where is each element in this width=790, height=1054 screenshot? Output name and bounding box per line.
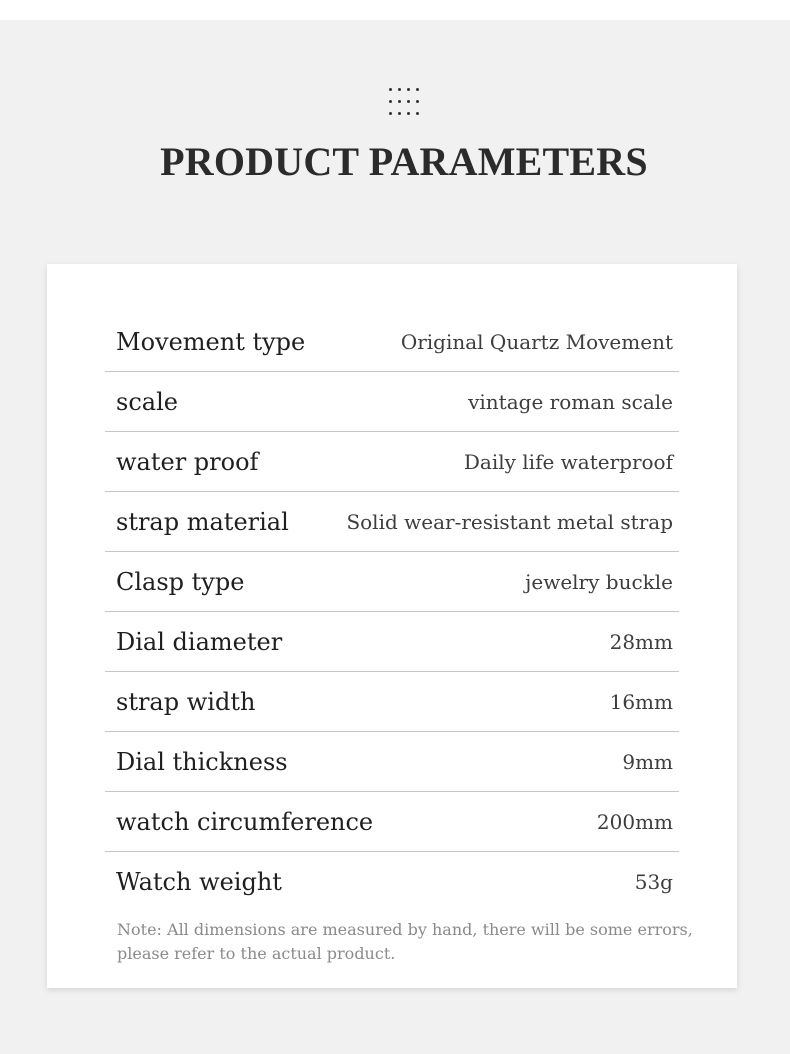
spec-value: Solid wear-resistant metal strap (346, 509, 673, 534)
parameters-card (47, 264, 737, 988)
spec-label: watch circumference (116, 807, 374, 836)
spec-row-water-proof (105, 432, 679, 492)
spec-row-watch-weight (105, 852, 679, 911)
spec-row-scale (105, 372, 679, 432)
dot (389, 88, 392, 91)
spec-row-dial-thickness (105, 732, 679, 792)
spec-label: strap width (116, 687, 256, 716)
dot (416, 88, 419, 91)
note-line: Note: All dimensions are measured by hand, there will be some errors, (117, 920, 693, 939)
spec-value: 200mm (596, 809, 673, 834)
dot (407, 100, 410, 103)
measurement-note (117, 918, 717, 966)
top-strip (0, 0, 790, 20)
spec-label: Dial thickness (116, 747, 288, 776)
spec-value: vintage roman scale (468, 389, 673, 414)
spec-row-clasp-type (105, 552, 679, 612)
dot-grid-icon (389, 88, 417, 118)
dot (416, 112, 419, 115)
note-line: please refer to the actual product. (117, 944, 396, 963)
spec-row-strap-width (105, 672, 679, 732)
dot (398, 88, 401, 91)
spec-label: Watch weight (116, 867, 282, 896)
dot (407, 88, 410, 91)
spec-row-strap-material (105, 492, 679, 552)
dot (389, 112, 392, 115)
spec-row-dial-diameter (105, 612, 679, 672)
spec-value: Daily life waterproof (463, 449, 673, 474)
dot (398, 100, 401, 103)
spec-label: scale (116, 387, 178, 416)
dot (398, 112, 401, 115)
spec-value: Original Quartz Movement (400, 329, 673, 354)
spec-label: Movement type (116, 327, 306, 356)
spec-label: water proof (116, 447, 259, 476)
spec-label: strap material (116, 507, 289, 536)
spec-list (105, 312, 679, 911)
dot (416, 100, 419, 103)
spec-value: jewelry buckle (525, 569, 673, 594)
spec-label: Clasp type (116, 567, 245, 596)
spec-value: 53g (634, 869, 673, 894)
spec-label: Dial diameter (116, 627, 283, 656)
page-title: PRODUCT PARAMETERS (160, 139, 648, 184)
spec-value: 9mm (622, 749, 673, 774)
spec-row-watch-circumference (105, 792, 679, 852)
dot (407, 112, 410, 115)
spec-row-movement-type (105, 312, 679, 372)
spec-value: 16mm (609, 689, 673, 714)
spec-value: 28mm (609, 629, 673, 654)
dot (389, 100, 392, 103)
